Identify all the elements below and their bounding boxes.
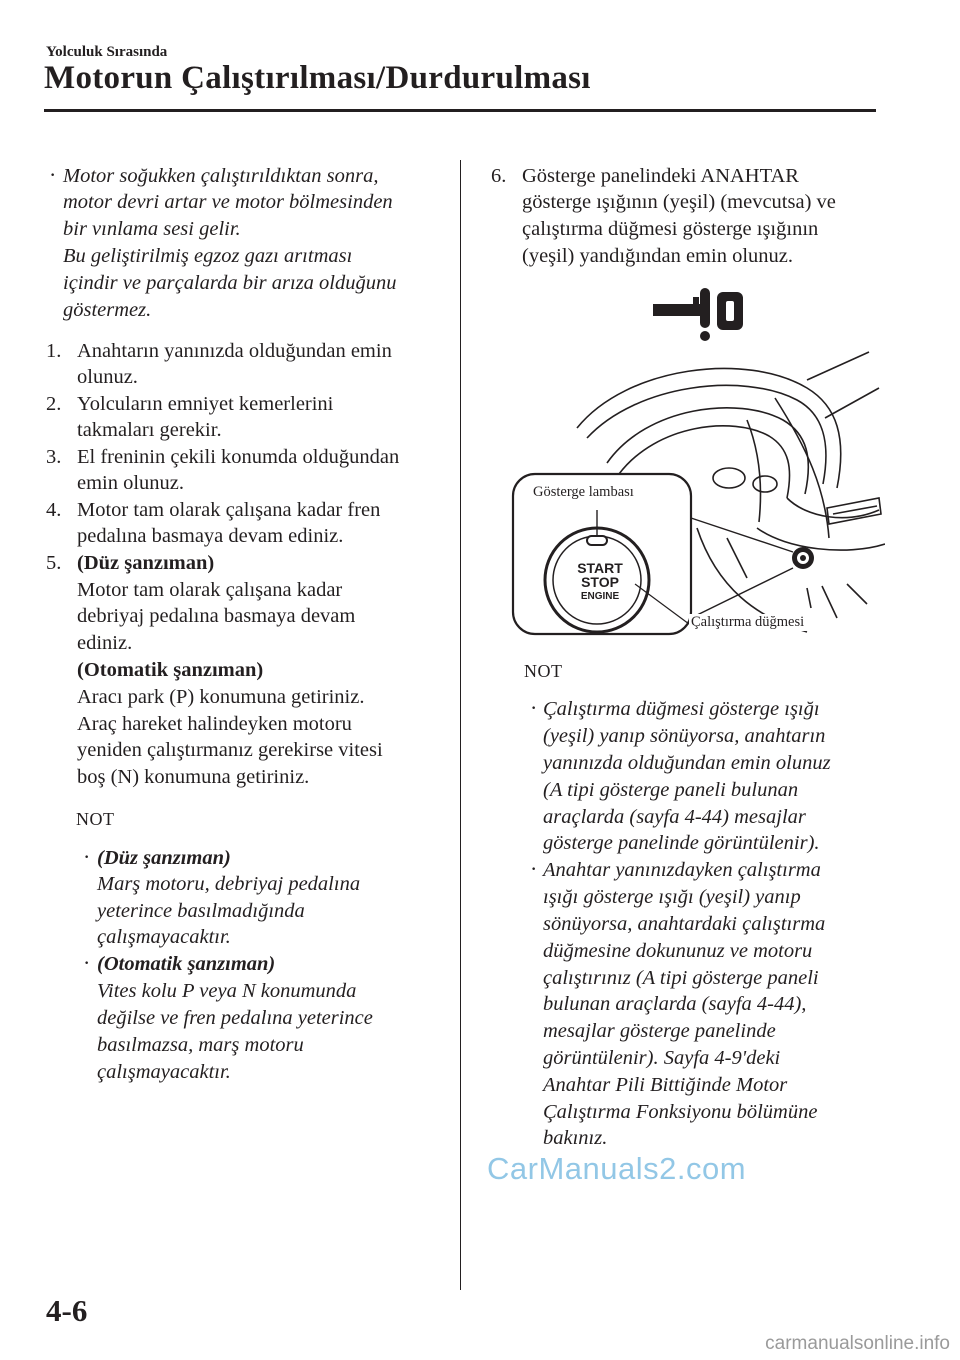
watermark-logo: CarManuals2.com [487, 1151, 747, 1186]
text-line: görüntülenir). Sayfa 4-9'deki [543, 1047, 781, 1069]
page-title: Motorun Çalıştırılması/Durdurulması [44, 60, 591, 96]
text-line: yanınızda olduğundan emin olunuz [543, 752, 831, 774]
text-line: çalıştırma düğmesi gösterge ışığının [522, 218, 819, 240]
bullet-icon: · [531, 861, 537, 878]
text-line: Motor soğukken çalıştırıldıktan sonra, [63, 165, 379, 187]
text-line: (yeşil) yandığından emin olunuz. [522, 245, 793, 267]
step-number: 3. [46, 446, 62, 468]
text-line: El freninin çekili konumda olduğundan [77, 446, 400, 468]
text-line: Aracı park (P) konumuna getiriniz. [77, 686, 365, 708]
text-line: bir vınlama sesi gelir. [63, 218, 241, 240]
text-line: takmaları gerekir. [77, 419, 222, 441]
button-text-start: START [577, 560, 623, 576]
button-text-engine: ENGINE [580, 591, 620, 602]
text-line: araçlarda (sayfa 4-44) mesajlar [543, 806, 806, 828]
text-line: Yolcuların emniyet kemerlerini [77, 393, 334, 415]
step-number: 2. [46, 393, 62, 415]
text-line: motor devri artar ve motor bölmesinden [63, 191, 393, 213]
text-line: çalışmayacaktır. [97, 1061, 231, 1083]
bullet-icon: · [50, 167, 56, 184]
step-number: 6. [491, 165, 507, 187]
button-text-stop: STOP [581, 574, 619, 590]
note-label: NOT [524, 661, 563, 681]
text-line: Çalıştırma Fonksiyonu bölümüne [543, 1101, 818, 1123]
text-line: emin olunuz. [77, 472, 185, 494]
text-line: basılmazsa, marş motoru [97, 1034, 304, 1056]
text-line: pedalına basmaya devam ediniz. [77, 525, 344, 547]
text-line: (A tipi gösterge paneli bulunan [543, 779, 799, 801]
text-line: Araç hareket halindeyken motoru [77, 713, 352, 735]
text-line: ediniz. [77, 632, 133, 654]
key-warning-icon [653, 288, 743, 341]
subheading: (Düz şanzıman) [77, 552, 215, 574]
text-line: çalıştırınız (A tipi gösterge paneli [543, 967, 819, 989]
text-line: düğmesine dokununuz ve motoru [543, 940, 813, 962]
start-stop-button-icon [545, 528, 649, 632]
text-line: Motor tam olarak çalışana kadar fren [77, 499, 381, 521]
text-line: gösterge ışığının (yeşil) (mevcutsa) ve [522, 191, 836, 213]
text-line: Anahtar Pili Bittiğinde Motor [543, 1074, 788, 1096]
start-button-illustration [507, 288, 885, 650]
note-label: NOT [76, 809, 115, 829]
step-number: 1. [46, 340, 62, 362]
indicator-lamp [587, 536, 607, 545]
text-line: değilse ve fren pedalına yeterince [97, 1007, 373, 1029]
text-line: sönüyorsa, anahtardaki çalıştırma [543, 913, 826, 935]
text-line: mesajlar gösterge panelinde [543, 1020, 776, 1042]
section-label: Yolculuk Sırasında [46, 44, 168, 60]
indicator-lamp-label: Gösterge lambası [533, 484, 634, 500]
text-line: Gösterge panelindeki ANAHTAR [522, 165, 799, 187]
text-line: Çalıştırma düğmesi gösterge ışığı [543, 698, 820, 720]
text-line: içindir ve parçalarda bir arıza olduğunu [63, 272, 397, 294]
step-number: 4. [46, 499, 62, 521]
page-number: 4-6 [46, 1293, 88, 1328]
text-line: boş (N) konumuna getiriniz. [77, 766, 310, 788]
text-line: yeniden çalıştırmanız gerekirse vitesi [77, 739, 383, 761]
text-line: Vites kolu P veya N konumunda [97, 980, 357, 1002]
column-divider [460, 160, 461, 1290]
bullet-icon: · [531, 700, 537, 717]
text-line: (yeşil) yanıp sönüyorsa, anahtarın [543, 725, 826, 747]
text-line: Bu geliştirilmiş egzoz gazı arıtması [63, 245, 353, 267]
dash-start-button-icon [792, 547, 814, 569]
text-line: bulunan araçlarda (sayfa 4-44), [543, 993, 807, 1015]
text-line: Anahtarın yanınızda olduğundan emin [77, 340, 392, 362]
site-watermark: carmanualsonline.info [765, 1333, 950, 1354]
text-line: ışığı gösterge ışığı (yeşil) yanıp [543, 886, 801, 908]
text-line: gösterge panelinde görüntülenir). [543, 832, 820, 854]
text-line: bakınız. [543, 1127, 608, 1149]
bullet-icon: · [84, 955, 90, 972]
text-line: Motor tam olarak çalışana kadar [77, 579, 343, 601]
title-divider [44, 109, 876, 112]
subheading: (Düz şanzıman) [97, 847, 231, 869]
text-line: çalışmayacaktır. [97, 926, 231, 948]
warning-mark [700, 288, 710, 328]
subheading: (Otomatik şanzıman) [77, 659, 264, 681]
text-line: Marş motoru, debriyaj pedalına [97, 873, 361, 895]
bullet-icon: · [84, 849, 90, 866]
text-line: Anahtar yanınızdayken çalıştırma [543, 859, 821, 881]
text-line: debriyaj pedalına basmaya devam [77, 605, 356, 627]
text-line: olunuz. [77, 366, 138, 388]
text-line: göstermez. [63, 299, 152, 321]
text-line: yeterince basılmadığında [97, 900, 305, 922]
subheading: (Otomatik şanzıman) [97, 953, 276, 975]
start-button-label: Çalıştırma düğmesi [691, 614, 805, 630]
step-number: 5. [46, 552, 62, 574]
